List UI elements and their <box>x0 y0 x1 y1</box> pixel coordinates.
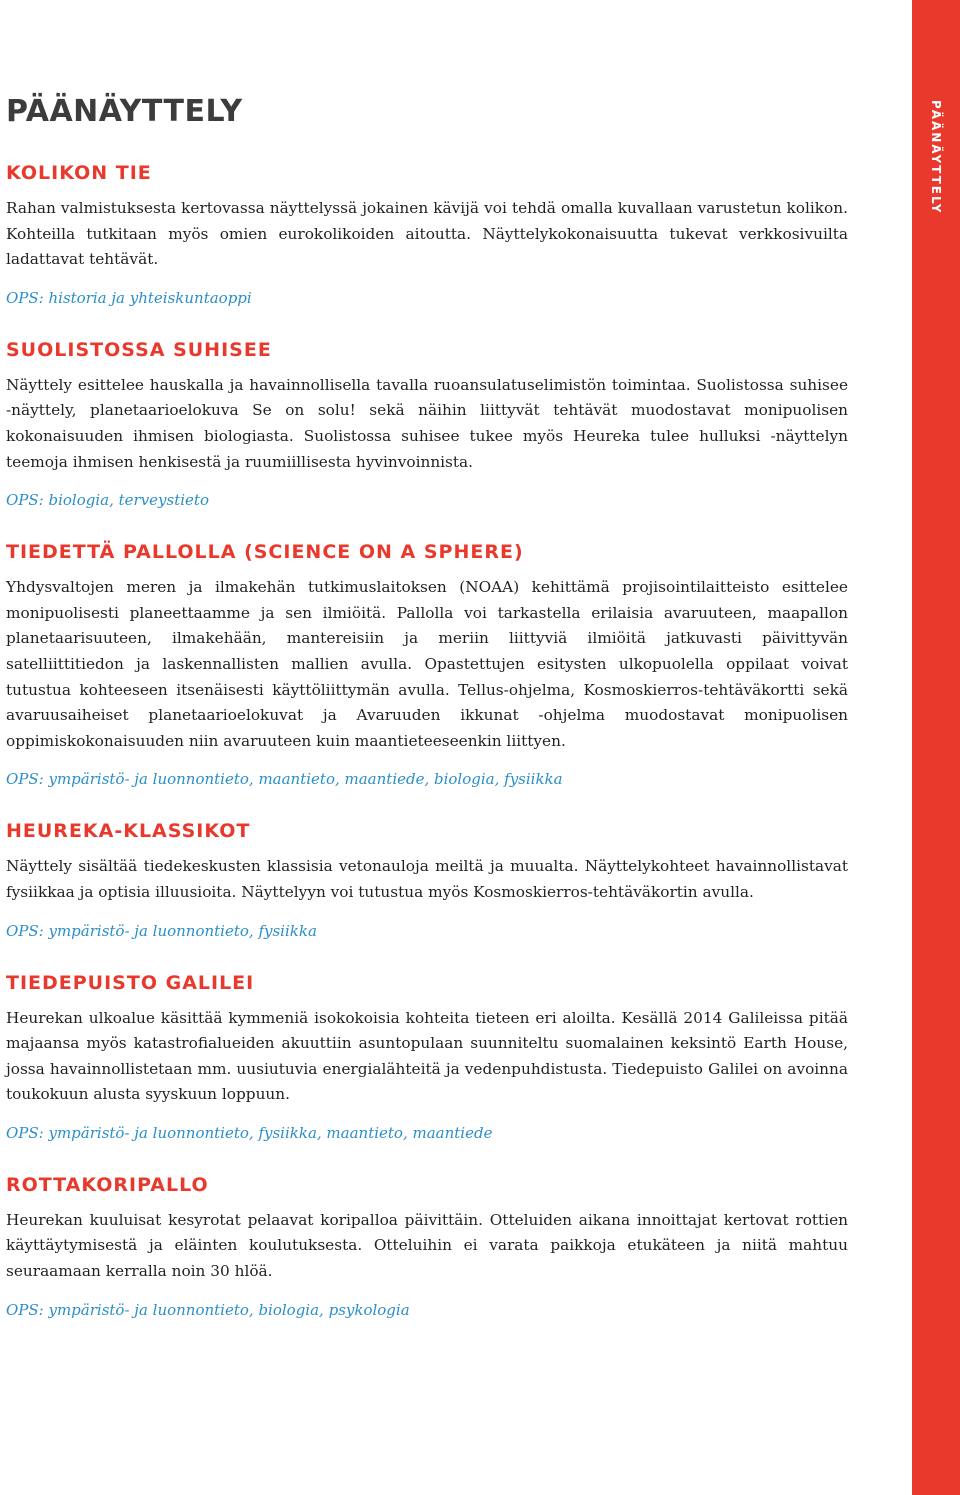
section-kolikon-tie <box>6 160 848 309</box>
section-body: Heurekan ulkoalue käsittää kymmeniä isokokoisia kohteita tieteen eri aloilta. Kesällä 2014 Galileissa pitää majaansa myös katastrofialueiden akuuttiin asuntopulaan suunniteltu suomalainen keksintö Earth House, jossa havainnollistetaan mm. uusiutuvia energialähteitä ja vedenpuhdistusta. Tiedepuisto Galilei on avoinna toukokuun alusta syyskuun loppuun. <box>6 1008 848 1104</box>
section-heading: TIEDEPUISTO GALILEI <box>6 971 255 994</box>
page-title: PÄÄNÄYTTELY <box>6 94 243 129</box>
section-heading: ROTTAKORIPALLO <box>6 1173 209 1196</box>
section-heading: SUOLISTOSSA SUHISEE <box>6 338 272 361</box>
section-ops-subjects: OPS: ympäristö- ja luonnontieto, biologia, psykologia <box>6 1300 410 1319</box>
section-suolistossa-suhisee <box>6 337 848 511</box>
section-ops-subjects: OPS: ympäristö- ja luonnontieto, fysiikka <box>6 921 317 940</box>
section-body: Näyttely sisältää tiedekeskusten klassisia vetonauloja meiltä ja muualta. Näyttelykohteet havainnollistavat fysiikkaa ja optisia illuusioita. Näyttelyyn voi tutustua myös Kosmoskierros-tehtäväkortin avulla. <box>6 857 848 901</box>
section-ops-subjects: OPS: historia ja yhteiskuntaoppi <box>6 288 252 307</box>
page-content <box>6 92 848 1349</box>
section-rottakoripallo <box>6 1172 848 1321</box>
section-body: Näyttely esittelee hauskalla ja havainnollisella tavalla ruoansulatuselimistön toimintaa. Suolistossa suhisee -näyttely, planetaarioelokuva Se on solu! sekä näihin liittyvät tehtävät muodostavat monipuolisen kokonaisuuden ihmisen biologiasta. Suolistossa suhisee tukee myös Heureka tulee hulluksi -näyttelyn teemoja ihmisen henkisestä ja ruumiillisesta hyvinvoinnista. <box>6 375 848 471</box>
section-body: Rahan valmistuksesta kertovassa näyttelyssä jokainen kävijä voi tehdä omalla kuvallaan varustetun kolikon. Kohteilla tutkitaan myös omien eurokolikoiden aitoutta. Näyttelykokonaisuutta tukevat verkkosivuilta ladattavat tehtävät. <box>6 199 848 269</box>
side-tab <box>912 0 960 1495</box>
section-body: Yhdysvaltojen meren ja ilmakehän tutkimuslaitoksen (NOAA) kehittämä projisointilaitteisto esittelee monipuolisesti planeettaamme ja sen ilmiöitä. Pallolla voi tarkastella erilaisia avaruuteen, maapallon planetaarisuuteen, ilmakehään, mantereisiin ja meriin liittyviä ilmiöitä jatkuvasti päivittyvän satelliittitiedon ja laskennallisten mallien avulla. Opastettujen esitysten ulkopuolella oppilaat voivat tutustua kohteeseen itsenäisesti käyttöliittymän avulla. Tellus-ohjelma, Kosmoskierros-tehtäväkortti sekä avaruusaiheiset planetaarioelokuvat ja Avaruuden ikkunat -ohjelma muodostavat monipuolisen oppimiskokonaisuuden niin avaruuteen kuin maantieteeseenkin liittyen. <box>6 578 848 750</box>
section-tiedetta-pallolla <box>6 539 848 790</box>
section-ops-subjects: OPS: biologia, terveystieto <box>6 491 209 510</box>
section-body: Heurekan kuuluisat kesyrotat pelaavat koripalloa päivittäin. Otteluiden aikana innoittajat kertovat rottien käyttäytymisestä ja eläinten koulutuksesta. Otteluihin ei varata paikkoja etukäteen ja niitä mahtuu seuraamaan kerralla noin 30 hlöä. <box>6 1210 848 1281</box>
section-heading: HEUREKA-KLASSIKOT <box>6 820 251 843</box>
section-heureka-klassikot <box>6 818 848 941</box>
section-ops-subjects: OPS: ympäristö- ja luonnontieto, maantieto, maantiede, biologia, fysiikka <box>6 770 563 789</box>
section-tiedepuisto-galilei <box>6 970 848 1144</box>
section-heading: TIEDETTÄ PALLOLLA (SCIENCE ON A SPHERE) <box>6 541 524 564</box>
section-ops-subjects: OPS: ympäristö- ja luonnontieto, fysiikka, maantieto, maantiede <box>6 1123 493 1142</box>
side-tab-label: PÄÄNÄYTTELY <box>929 100 943 215</box>
section-heading: KOLIKON TIE <box>6 162 152 184</box>
